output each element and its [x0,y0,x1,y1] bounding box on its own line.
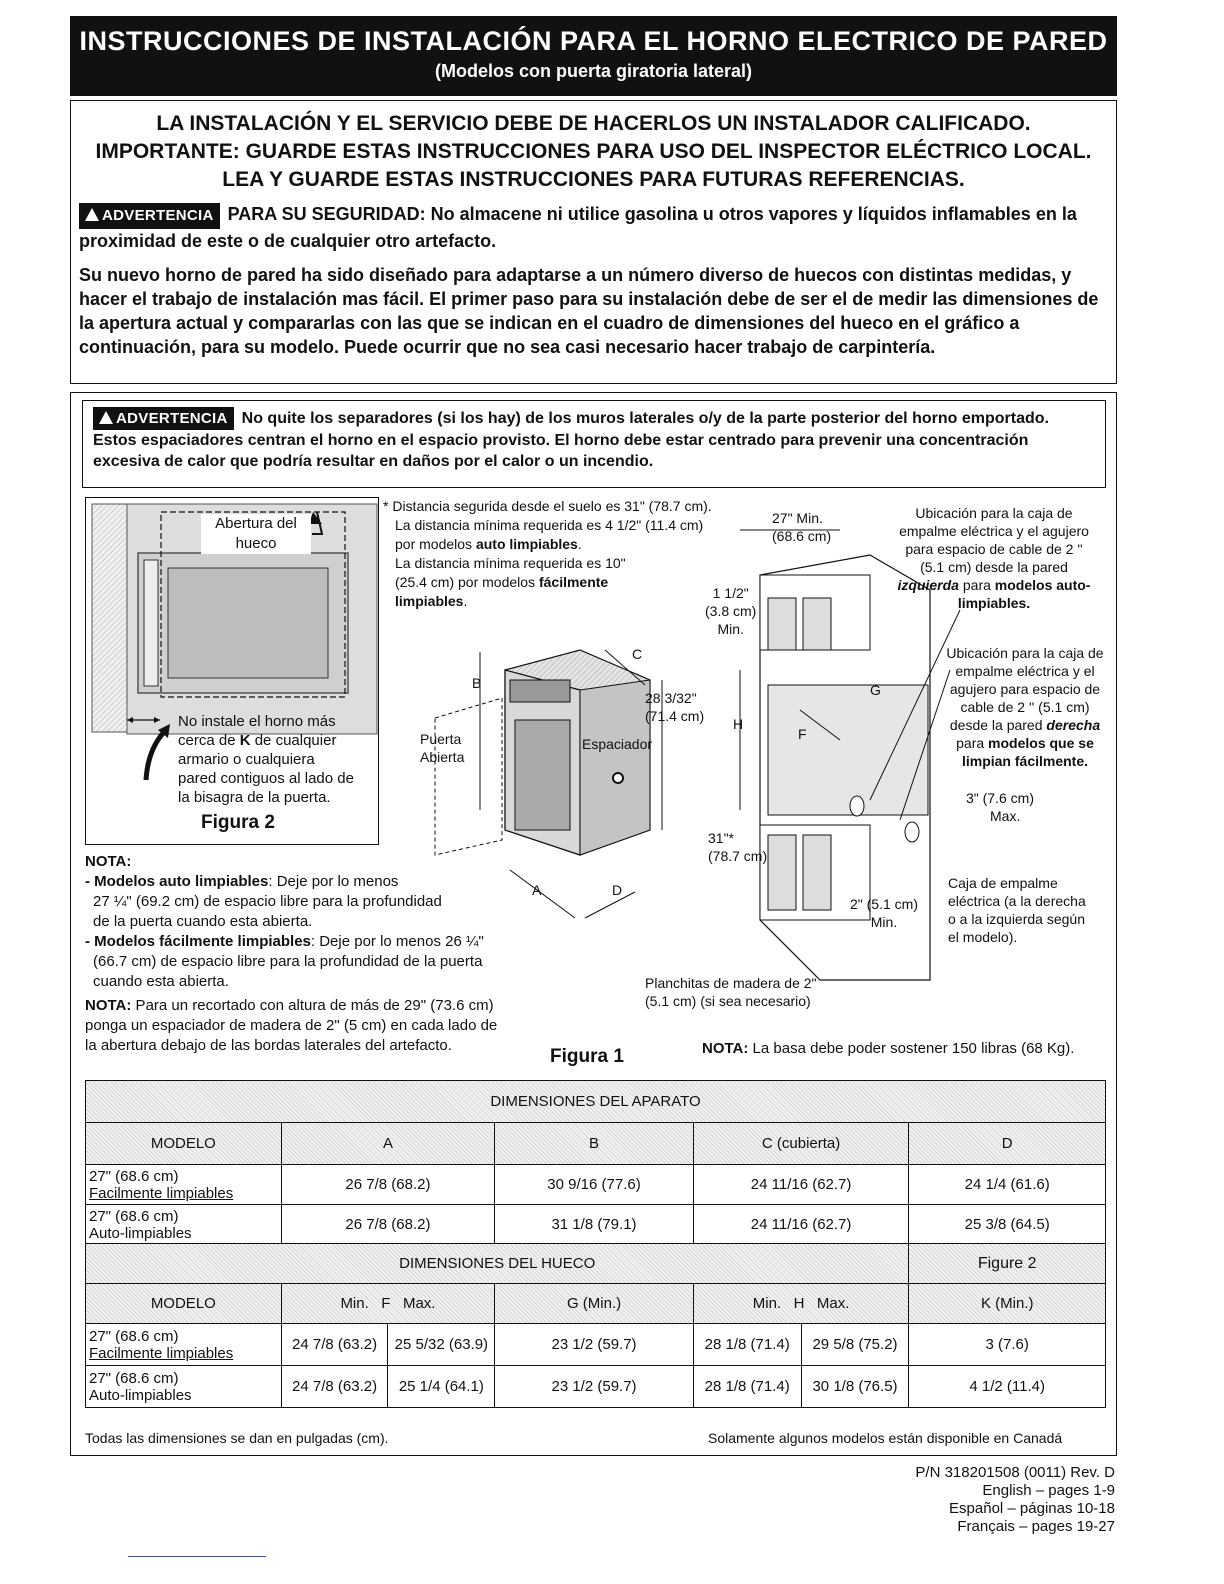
figure-2-ref: Figure 2 [909,1244,1106,1284]
table-1-header: B [495,1123,694,1165]
label-a: A [532,882,542,898]
warning-2-text: No quite los separadores (si los hay) de los muros laterales o/y de la parte posterior del horno emportado. Estos espaciadores centran el horno en el espacio provisto. El horno debe estar centrado para prevenir una concentración excesiva de calor que podría resultar en daños por el calor o un incendio. [93,410,1049,470]
table-1-title: DIMENSIONES DEL APARATO [86,1081,1106,1123]
divider-line [128,1556,266,1557]
appliance-dimensions-table [85,1080,1106,1245]
title-bar [70,16,1117,96]
table-row: 27" (68.6 cm) Auto-limpiables 26 7/8 (68.2) 31 1/8 (79.1) 24 11/16 (62.7) 25 3/8 (64.5) [86,1205,1106,1245]
table-2-header: Min. H Max. [693,1284,909,1324]
table-row: 27" (68.6 cm) Facilmente limpiables 26 7/8 (68.2) 30 9/16 (77.6) 24 11/16 (62.7) 24 1/4 (61.6) [86,1165,1106,1205]
figure-2 [85,497,379,845]
table-2-header: G (Min.) [495,1284,694,1324]
dim-31: 31"* (78.7 cm) [708,830,768,864]
figure-1-caption: Figura 1 [550,1046,624,1067]
intro-line-2: IMPORTANTE: GUARDE ESTAS INSTRUCCIONES PARA USO DEL INSPECTOR ELÉCTRICO LOCAL. [95,140,1092,163]
warning-triangle-icon [99,411,113,424]
warning-badge-2: ADVERTENCIA [93,407,234,430]
table-1-header: D [909,1123,1106,1165]
spacer-label: Espaciador [582,736,653,752]
part-number-block: P/N 318201508 (0011) Rev. D English – pages 1-9 Español – páginas 10-18 Français – pages 19-27 [915,1464,1115,1535]
table-row: 27" (68.6 cm) Facilmente limpiables 24 7/8 (63.2) 25 5/32 (63.9) 23 1/2 (59.7) 28 1/8 (71.4) 29 5/8 (75.2) 3 (7.6) [86,1324,1106,1366]
figure-2-note: No instale el horno más cerca de K de cualquier armario o cualquiera pared contiguos al lado de la bisagra de la puerta. [178,713,354,806]
distance-note: * Distancia segurida desde el suelo es 31" (78.7 cm). La distancia mínima requerida es 4 1/2" (11.4 cm) por modelos auto limpiables. La distancia mínima requerida es 10" (25.4 cm) por modelos fácilmente limpiables. [383,498,712,609]
label-g: G [870,682,881,698]
intro-paragraph: Su nuevo horno de pared ha sido diseñado para adaptarse a un número diverso de huecos con distintas medidas, y hacer el trabajo de instalación mas fácil. El primer paso para su instalación debe de ser el de medir las dimensiones de la apertura actual y compararlas con las que se indican en el cuadro de dimensiones del hueco en el gráfico a continuación, para su modelo. Puede ocurrir que no sea casi necesario hacer trabajo de carpintería. [79,265,1099,357]
opening-label: Abertura del hueco [201,514,311,554]
left-wall-box-note: Ubicación para la caja de empalme eléctrica y el agujero para espacio de cable de 2 '' (5.1 cm) desde la pared izquierda para modelos auto- limpiables. [897,505,1091,611]
label-b: B [472,675,482,691]
intro-line-1: LA INSTALACIÓN Y EL SERVICIO DEBE DE HACERLOS UN INSTALADOR CALIFICADO. [156,112,1031,135]
table-row: 27" (68.6 cm) Auto-limpiables 24 7/8 (63.2) 25 1/4 (64.1) 23 1/2 (59.7) 28 1/8 (71.4) 30 1/8 (76.5) 4 1/2 (11.4) [86,1366,1106,1408]
table-2-header: K (Min.) [909,1284,1106,1324]
footer-units-note: Todas las dimensiones se dan en pulgadas (cm). [85,1430,389,1446]
table-2-header: Min. F Max. [281,1284,495,1324]
table-2-title: DIMENSIONES DEL HUECO [86,1244,909,1284]
dim-3: 3" (7.6 cm) Max. [966,790,1034,824]
label-h: H [733,716,744,732]
warning-triangle-icon [85,208,99,221]
figure-2-caption: Figura 2 [201,812,275,833]
label-c: C [632,646,643,662]
label-f: F [798,726,807,742]
base-note: NOTA: La basa debe poder sostener 150 libras (68 Kg). [702,1040,1075,1057]
door-open-label: Puerta Abierta [420,731,465,765]
planks-note: Planchitas de madera de 2" (5.1 cm) (si sea necesario) [645,975,817,1009]
table-1-header: C (cubierta) [693,1123,909,1165]
intro-line-3: LEA Y GUARDE ESTAS INSTRUCCIONES PARA FUTURAS REFERENCIAS. [222,168,965,191]
footer-canada-note: Solamente algunos modelos están disponible en Canadá [708,1430,1063,1446]
safety-warning [79,202,1108,253]
notes: NOTA: - Modelos auto limpiables: Deje por lo menos 27 ¼" (69.2 cm) de espacio libre para la profundidad de la puerta cuando esta abierta. - Modelos fácilmente limpiables: Deje por lo menos 26 ¼" (66.7 cm) de espacio libre para la profundidad de la puerta cuando esta abierta. NOTA: Para un recortado con altura de más de 29" (73.6 cm) ponga un espaciador de madera de 2" (5 cm) en cada lado de la abertura debajo de las bordas laterales del artefacto. [85,853,498,1054]
page-subtitle: (Modelos con puerta giratoria lateral) [434,61,753,81]
page-title: INSTRUCCIONES DE INSTALACIÓN PARA EL HORNO ELECTRICO DE PARED [79,26,1108,56]
dim-1-5: 1 1/2" (3.8 cm) Min. [705,585,757,637]
dim-28: 28 3/32" (71.4 cm) [645,690,705,724]
table-2-header: MODELO [86,1284,282,1324]
warning-text: PARA SU SEGURIDAD: No almacene ni utilice gasolina u otros vapores y líquidos inflamables en la proximidad de este o de cualquier otro artefacto. [79,204,1077,251]
opening-dimensions-table [85,1243,1106,1408]
warning-2 [82,400,1106,488]
dim-2: 2" (5.1 cm) Min. [850,896,918,930]
label-d: D [612,882,623,898]
warning-badge: ADVERTENCIA [79,203,220,229]
right-wall-box-note: Ubicación para la caja de empalme eléctrica y el agujero para espacio de cable de 2 '' (5.1 cm) desde la pared derecha para modelos que se limpian fácilmente. [946,645,1104,769]
junction-box-note: Caja de empalme eléctrica (a la derecha o a la izquierda según el modelo). [948,875,1086,945]
table-1-header: A [281,1123,495,1165]
table-1-header: MODELO [86,1123,282,1165]
dim-27: 27" Min. (68.6 cm) [772,510,832,544]
intro-box [70,100,1117,384]
